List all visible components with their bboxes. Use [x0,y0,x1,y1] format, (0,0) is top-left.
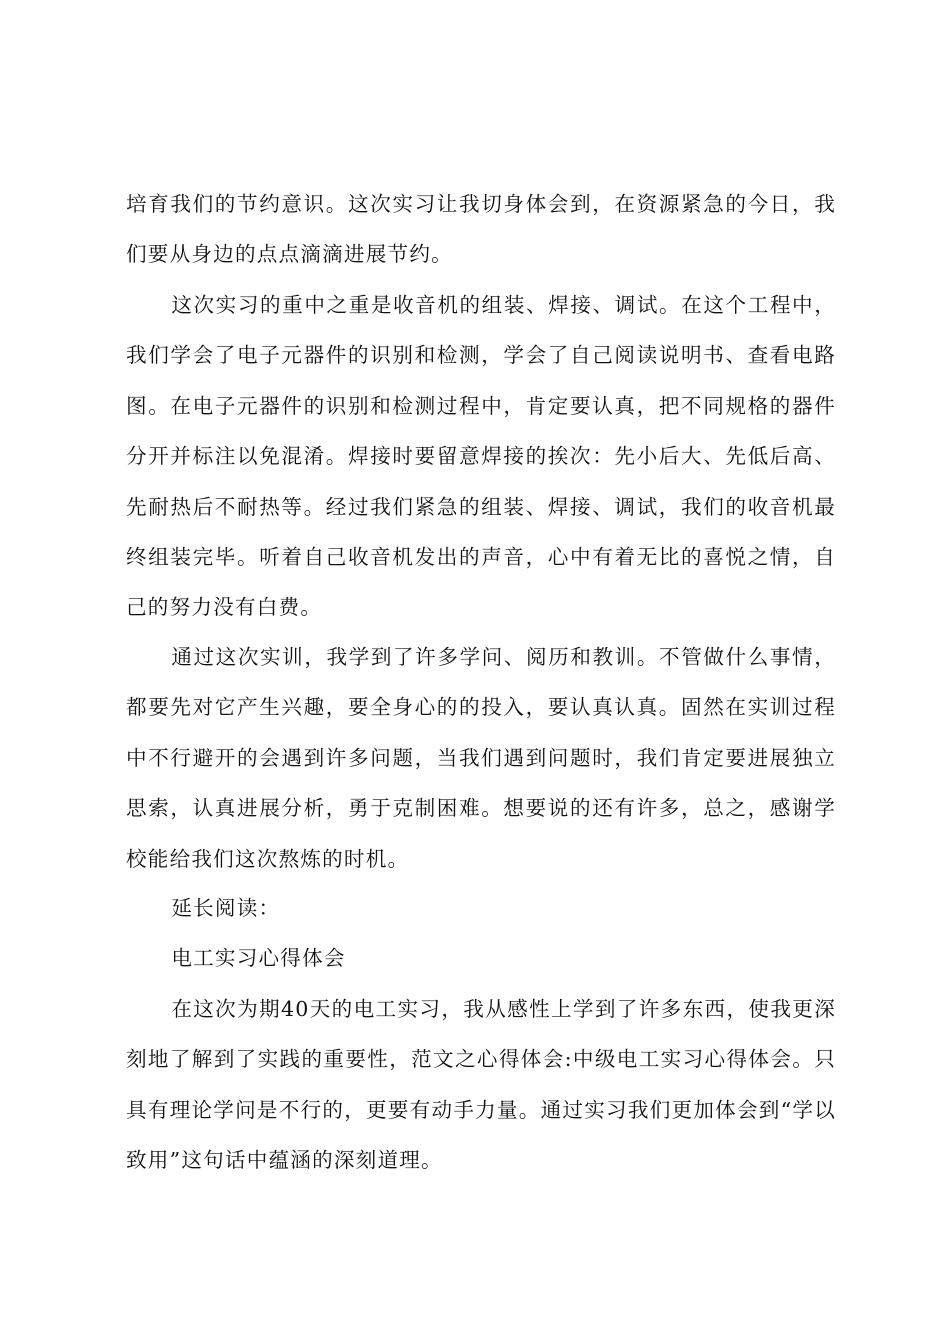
extended-reading-label: 延长阅读： [171,896,281,920]
paragraph-training-summary: 通过这次实训，我学到了许多学问、阅历和教训。不管做什么事情，都要先对它产生兴趣，要全身心的的投入，要认真认真。固然在实训过程中不行避开的会遇到许多问题，当我们遇到问题时，我们肯定要进展独立思索，认真进展分析，勇于克制困难。想要说的还有许多，总之，感谢学校能给我们这次熬炼的时机。 [126,645,836,871]
paragraph-radio-assembly: 这次实习的重中之重是收音机的组装、焊接、调试。在这个工程中，我们学会了电子元器件的识别和检测，学会了自己阅读说明书、查看电路图。在电子元器件的识别和检测过程中，肯定要认真，把不同规格的器件分开并标注以免混淆。焊接时要留意焊接的挨次：先小后大、先低后高、先耐热后不耐热等。经过我们紧急的组装、焊接、调试，我们的收音机最终组装完毕。听着自己收音机发出的声音，心中有着无比的喜悦之情，自己的努力没有白费。 [126,293,836,620]
paragraph-continuation: 培育我们的节约意识。这次实习让我切身体会到，在资源紧急的今日，我们要从身边的点点滴滴进展节约。 [126,192,836,267]
section-title: 电工实习心得体会 [171,946,346,970]
paragraph-electrician-internship: 在这次为期40天的电工实习，我从感性上学到了许多东西，使我更深刻地了解到了实践的重要性，范文之心得体会:中级电工实习心得体会。只具有理论学问是不行的，更要有动手力量。通过实习我们更加体会到“学以致用”这句话中蕴涵的深刻道理。 [126,997,836,1173]
